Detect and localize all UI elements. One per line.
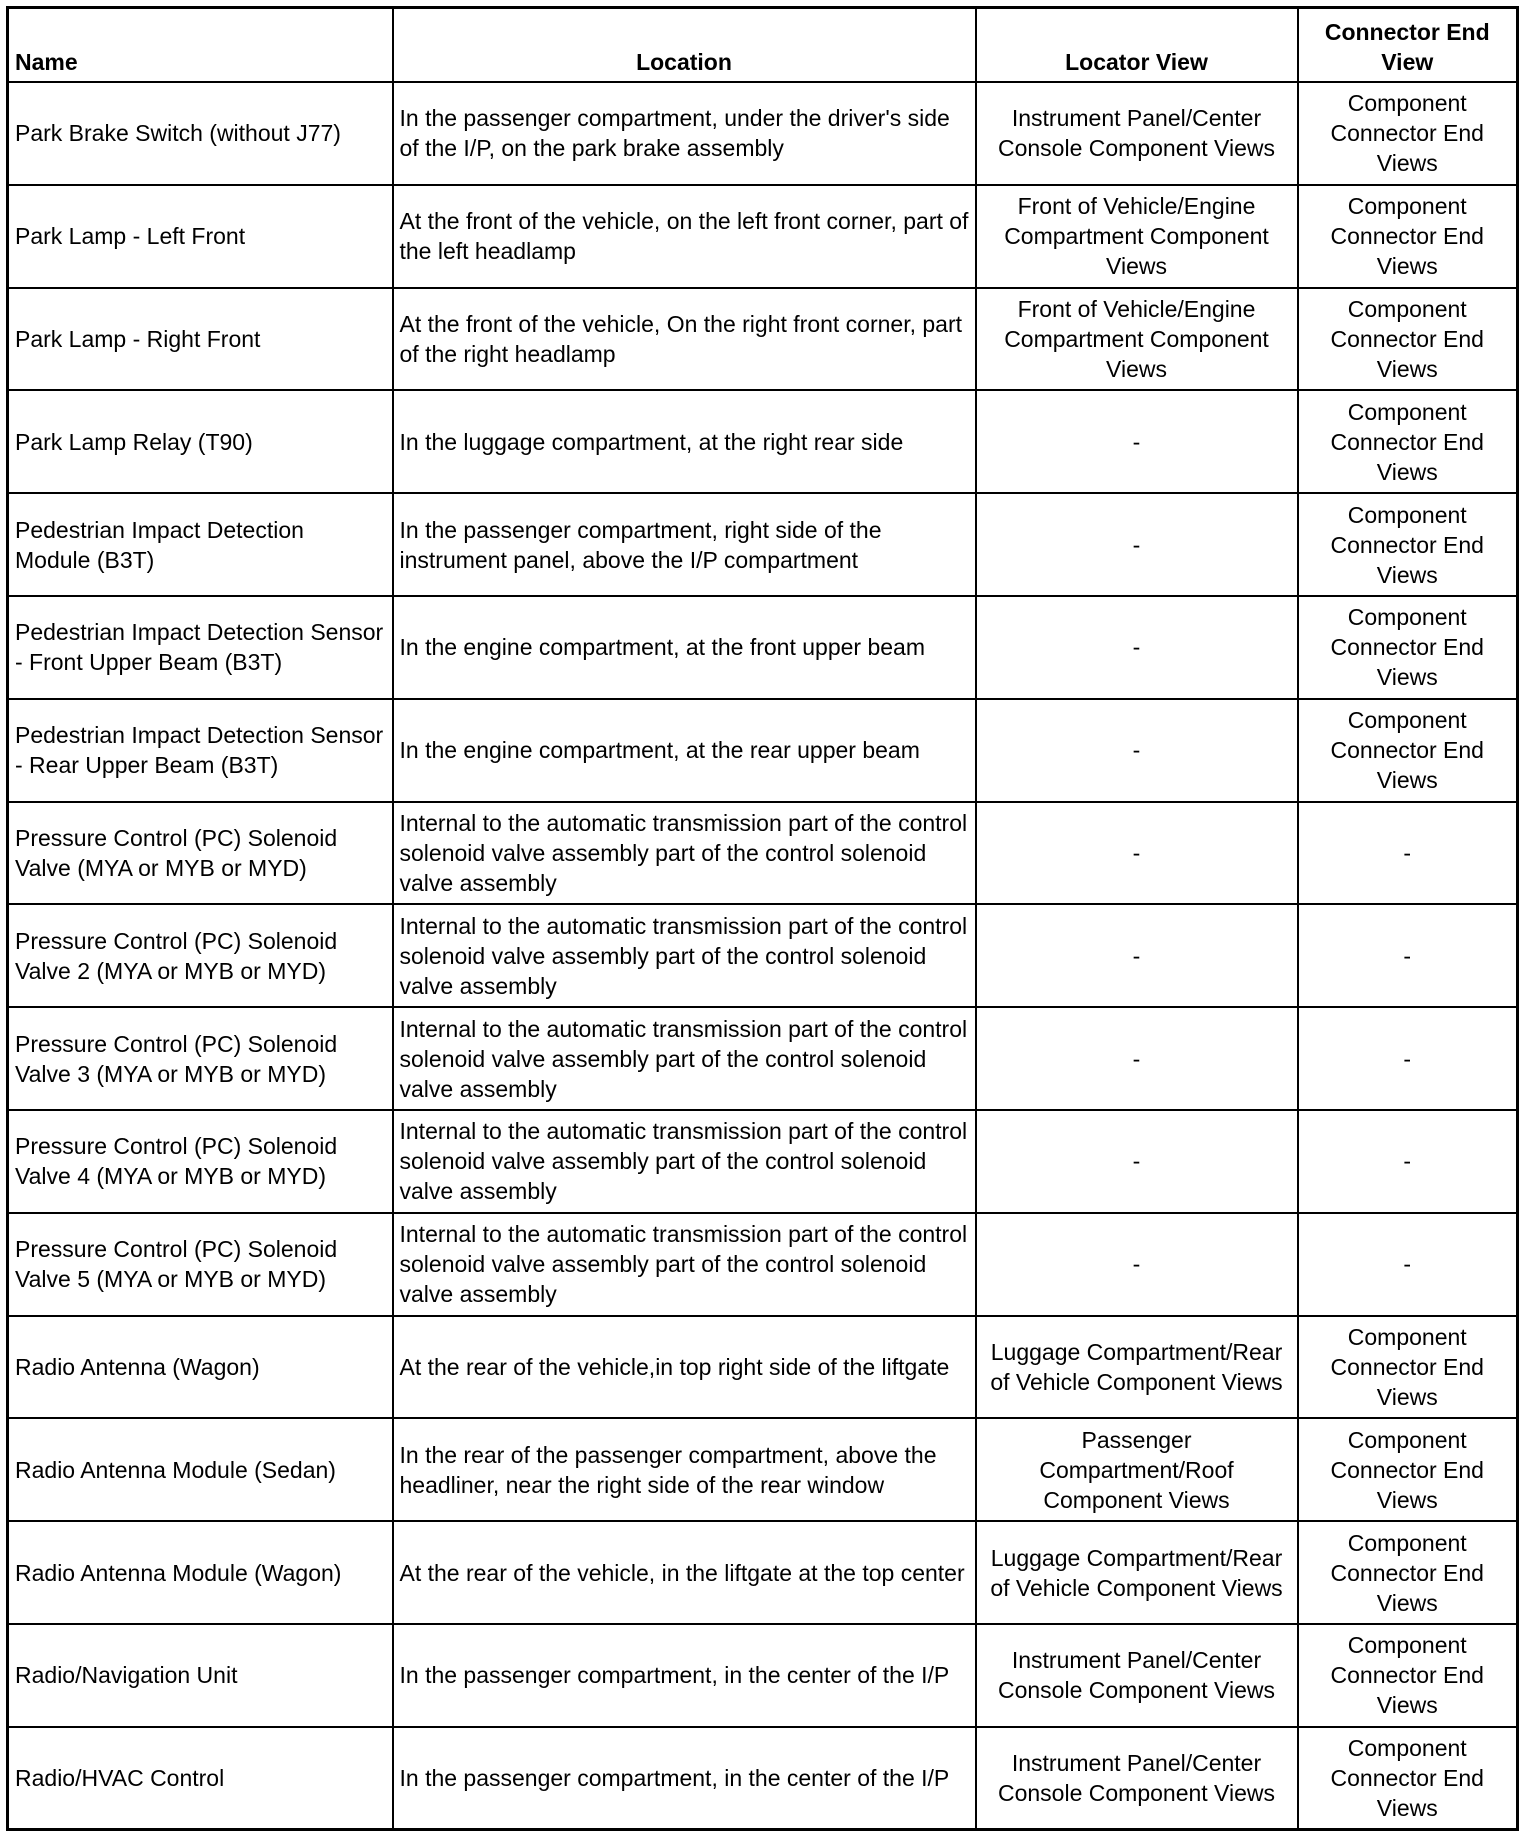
component-locator-table xyxy=(6,6,1519,1831)
locator-view: Instrument Panel/Center Console Component Views xyxy=(976,1624,1298,1727)
component-location: In the luggage compartment, at the right rear side xyxy=(393,390,976,493)
locator-view: Instrument Panel/Center Console Component Views xyxy=(976,82,1298,185)
header-locator-view: Locator View xyxy=(976,8,1298,83)
connector-end-view: - xyxy=(1298,1110,1518,1213)
table-row xyxy=(8,1213,1518,1316)
connector-end-view: Component Connector End Views xyxy=(1298,1727,1518,1830)
locator-view: - xyxy=(976,904,1298,1007)
table-row xyxy=(8,82,1518,185)
component-name: Pedestrian Impact Detection Module (B3T) xyxy=(8,493,393,596)
connector-end-view: Component Connector End Views xyxy=(1298,390,1518,493)
table-row xyxy=(8,185,1518,288)
table-row xyxy=(8,288,1518,391)
connector-end-view: Component Connector End Views xyxy=(1298,185,1518,288)
locator-view: Luggage Compartment/Rear of Vehicle Component Views xyxy=(976,1521,1298,1624)
connector-end-view: - xyxy=(1298,1213,1518,1316)
table-row xyxy=(8,1521,1518,1624)
locator-view: Luggage Compartment/Rear of Vehicle Component Views xyxy=(976,1316,1298,1419)
locator-view: - xyxy=(976,1110,1298,1213)
locator-view: - xyxy=(976,390,1298,493)
connector-end-view: Component Connector End Views xyxy=(1298,1521,1518,1624)
table-row xyxy=(8,1316,1518,1419)
locator-view: - xyxy=(976,1007,1298,1110)
connector-end-view: Component Connector End Views xyxy=(1298,699,1518,802)
component-name: Radio Antenna Module (Wagon) xyxy=(8,1521,393,1624)
component-name: Radio/Navigation Unit xyxy=(8,1624,393,1727)
component-name: Pedestrian Impact Detection Sensor - Front Upper Beam (B3T) xyxy=(8,596,393,699)
locator-view: Front of Vehicle/Engine Compartment Component Views xyxy=(976,288,1298,391)
table-row xyxy=(8,1624,1518,1727)
locator-view: Passenger Compartment/Roof Component Views xyxy=(976,1418,1298,1521)
component-name: Radio Antenna Module (Sedan) xyxy=(8,1418,393,1521)
component-location: Internal to the automatic transmission part of the control solenoid valve assembly part of the control solenoid valve assembly xyxy=(393,1007,976,1110)
table-row xyxy=(8,1007,1518,1110)
connector-end-view: Component Connector End Views xyxy=(1298,596,1518,699)
connector-end-view: Component Connector End Views xyxy=(1298,1624,1518,1727)
locator-view: - xyxy=(976,1213,1298,1316)
component-location: In the engine compartment, at the front upper beam xyxy=(393,596,976,699)
connector-end-view: Component Connector End Views xyxy=(1298,1418,1518,1521)
component-location: In the passenger compartment, under the driver's side of the I/P, on the park brake assembly xyxy=(393,82,976,185)
connector-end-view: - xyxy=(1298,1007,1518,1110)
component-name: Pedestrian Impact Detection Sensor - Rear Upper Beam (B3T) xyxy=(8,699,393,802)
table-header xyxy=(8,8,1518,83)
connector-end-view: - xyxy=(1298,802,1518,905)
table-row xyxy=(8,1110,1518,1213)
component-name: Park Lamp Relay (T90) xyxy=(8,390,393,493)
connector-end-view: - xyxy=(1298,904,1518,1007)
component-location: Internal to the automatic transmission part of the control solenoid valve assembly part of the control solenoid valve assembly xyxy=(393,1213,976,1316)
connector-end-view: Component Connector End Views xyxy=(1298,493,1518,596)
component-name: Pressure Control (PC) Solenoid Valve 2 (MYA or MYB or MYD) xyxy=(8,904,393,1007)
component-location: At the front of the vehicle, on the left front corner, part of the left headlamp xyxy=(393,185,976,288)
component-location: At the rear of the vehicle,in top right side of the liftgate xyxy=(393,1316,976,1419)
table-row xyxy=(8,904,1518,1007)
header-name: Name xyxy=(8,8,393,83)
component-name: Radio/HVAC Control xyxy=(8,1727,393,1830)
connector-end-view: Component Connector End Views xyxy=(1298,288,1518,391)
header-location: Location xyxy=(393,8,976,83)
table-row xyxy=(8,699,1518,802)
component-name: Radio Antenna (Wagon) xyxy=(8,1316,393,1419)
table-row xyxy=(8,390,1518,493)
component-location: In the engine compartment, at the rear upper beam xyxy=(393,699,976,802)
locator-view: Instrument Panel/Center Console Component Views xyxy=(976,1727,1298,1830)
table-row xyxy=(8,802,1518,905)
table-row xyxy=(8,596,1518,699)
component-location: At the front of the vehicle, On the right front corner, part of the right headlamp xyxy=(393,288,976,391)
component-name: Pressure Control (PC) Solenoid Valve 3 (MYA or MYB or MYD) xyxy=(8,1007,393,1110)
component-name: Pressure Control (PC) Solenoid Valve (MYA or MYB or MYD) xyxy=(8,802,393,905)
component-location: In the rear of the passenger compartment, above the headliner, near the right side of the rear window xyxy=(393,1418,976,1521)
component-name: Pressure Control (PC) Solenoid Valve 4 (MYA or MYB or MYD) xyxy=(8,1110,393,1213)
locator-view: Front of Vehicle/Engine Compartment Component Views xyxy=(976,185,1298,288)
table-row xyxy=(8,1727,1518,1830)
header-connector-end-view: Connector End View xyxy=(1298,8,1518,83)
locator-view: - xyxy=(976,802,1298,905)
component-location: Internal to the automatic transmission part of the control solenoid valve assembly part of the control solenoid valve assembly xyxy=(393,904,976,1007)
component-name: Park Lamp - Right Front xyxy=(8,288,393,391)
component-location: In the passenger compartment, in the center of the I/P xyxy=(393,1727,976,1830)
component-location: In the passenger compartment, in the center of the I/P xyxy=(393,1624,976,1727)
component-name: Pressure Control (PC) Solenoid Valve 5 (MYA or MYB or MYD) xyxy=(8,1213,393,1316)
table-body xyxy=(8,82,1518,1830)
connector-end-view: Component Connector End Views xyxy=(1298,82,1518,185)
table-row xyxy=(8,1418,1518,1521)
header-row xyxy=(8,8,1518,83)
component-location: In the passenger compartment, right side of the instrument panel, above the I/P compartment xyxy=(393,493,976,596)
locator-view: - xyxy=(976,699,1298,802)
locator-view: - xyxy=(976,493,1298,596)
component-location: Internal to the automatic transmission part of the control solenoid valve assembly part of the control solenoid valve assembly xyxy=(393,1110,976,1213)
locator-view: - xyxy=(976,596,1298,699)
table-row xyxy=(8,493,1518,596)
component-location: Internal to the automatic transmission part of the control solenoid valve assembly part of the control solenoid valve assembly xyxy=(393,802,976,905)
component-location: At the rear of the vehicle, in the liftgate at the top center xyxy=(393,1521,976,1624)
component-name: Park Lamp - Left Front xyxy=(8,185,393,288)
connector-end-view: Component Connector End Views xyxy=(1298,1316,1518,1419)
component-name: Park Brake Switch (without J77) xyxy=(8,82,393,185)
